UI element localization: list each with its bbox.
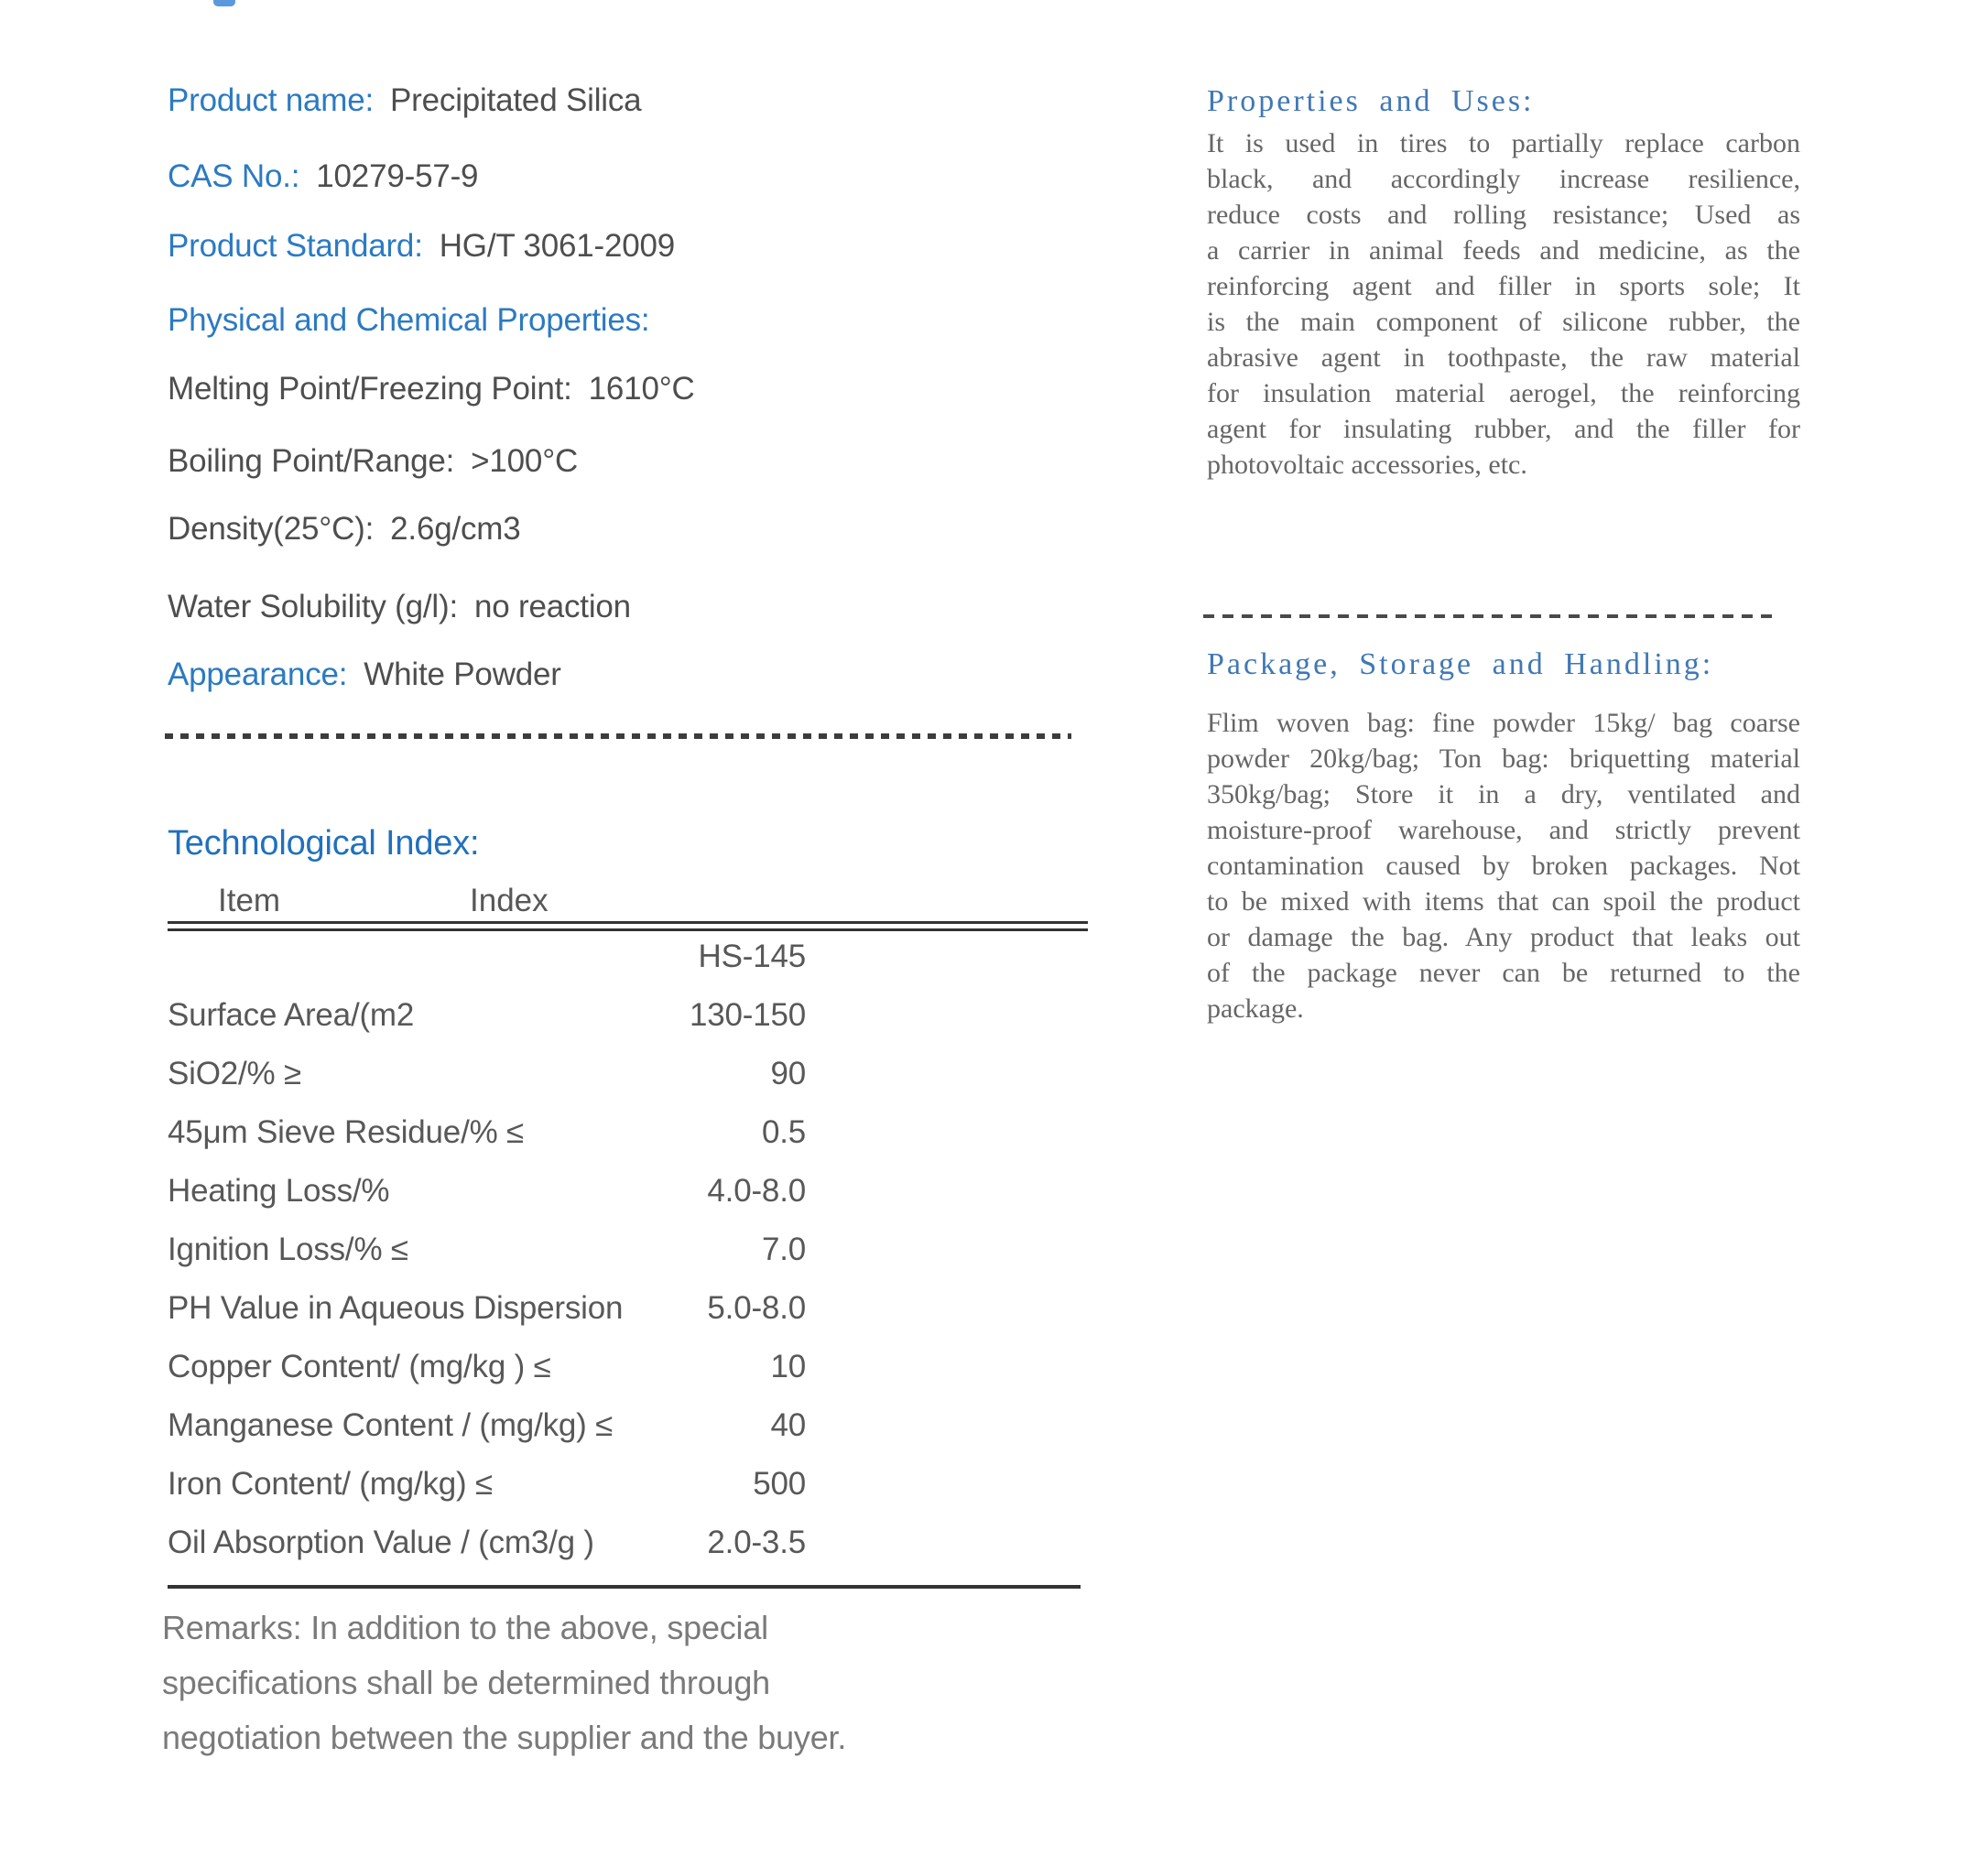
cas-no-row — [168, 155, 1129, 199]
field-label: Density(25°C): — [168, 511, 375, 547]
table-row-grade — [168, 928, 806, 986]
table-cell-item: Copper Content/ (mg/kg ) ≤ — [168, 1349, 551, 1384]
table-row — [168, 1162, 806, 1221]
dashed-divider-right — [1203, 614, 1775, 618]
field-value: 1610°C — [588, 371, 695, 407]
properties-uses-title: Properties and Uses: — [1207, 84, 1535, 118]
field-label: CAS No.: — [168, 158, 300, 194]
clipped-page-artifact — [213, 0, 235, 6]
density-row — [168, 507, 1129, 551]
field-label: Melting Point/Freezing Point: — [168, 371, 572, 407]
field-label: Boiling Point/Range: — [168, 443, 455, 479]
table-cell-item: Ignition Loss/% ≤ — [168, 1232, 408, 1267]
table-row — [168, 1279, 806, 1338]
table-row — [168, 1396, 806, 1455]
boiling-point-row — [168, 440, 1129, 483]
dashed-divider-left — [165, 733, 1071, 739]
field-label: Appearance: — [168, 657, 348, 692]
table-cell-value: 10 — [770, 1349, 806, 1384]
table-header-item: Item — [218, 883, 281, 918]
table-cell-value: 500 — [753, 1466, 806, 1502]
table-cell-item: Surface Area/(m2 — [168, 997, 415, 1033]
table-cell-value: 130-150 — [689, 997, 806, 1033]
package-storage-title: Package, Storage and Handling: — [1207, 647, 1714, 681]
table-row — [168, 1455, 806, 1514]
table-cell-value: 90 — [770, 1056, 806, 1091]
product-standard-row — [168, 224, 1129, 268]
water-solubility-row — [168, 585, 1129, 629]
table-row — [168, 1221, 806, 1279]
table-row — [168, 1514, 806, 1572]
field-value: HG/T 3061-2009 — [439, 228, 676, 264]
package-storage-body: Flim woven bag: fine powder 15kg/ bag coarse powder 20kg/bag; Ton bag: briquetting material 350kg/bag; Store it in a dry, ventilated and moisture-proof warehouse, and strictly prevent contamination caused by broken packages. Not to be mixed with items that can spoil the product or damage the bag. Any product that leaks out of the package never can be returned to the package. — [1207, 708, 1800, 1024]
table-row — [168, 1045, 806, 1103]
table-cell-item: 45μm Sieve Residue/% ≤ — [168, 1114, 525, 1150]
field-value: >100°C — [471, 443, 579, 479]
field-label: Product Standard: — [168, 228, 423, 264]
field-value: Precipitated Silica — [390, 82, 642, 118]
table-cell-item: PH Value in Aqueous Dispersion — [168, 1290, 624, 1326]
field-value: White Powder — [364, 657, 561, 692]
section-heading-label: Physical and Chemical Properties: — [168, 302, 650, 338]
table-bottom-rule — [168, 1585, 1081, 1589]
table-cell-item: Oil Absorption Value / (cm3/g ) — [168, 1525, 594, 1560]
remarks-text: Remarks: In addition to the above, special specifications shall be determined through negotiation between the supplier and the buyer. — [162, 1609, 847, 1756]
table-row — [168, 1338, 806, 1396]
product-name-row — [168, 79, 1129, 123]
table-cell-item: SiO2/% ≥ — [168, 1056, 301, 1091]
table-cell-value: 7.0 — [761, 1232, 806, 1267]
properties-uses-body: It is used in tires to partially replace carbon black, and accordingly increase resilience, reduce costs and rolling resistance; Used as a carrier in animal feeds and medicine, as the reinforcing agent and filler in sports sole; It is the main component of silicone rubber, the abrasive agent in toothpaste, the raw material for insulation material aerogel, the reinforcing agent for insulating rubber, and the filler for photovoltaic accessories, etc. — [1207, 128, 1800, 480]
tech-index-title: Technological Index: — [168, 824, 480, 863]
table-header-index: Index — [470, 883, 549, 918]
table-cell-value: HS-145 — [698, 939, 806, 974]
table-row — [168, 1103, 806, 1162]
table-cell-item: Heating Loss/% — [168, 1173, 390, 1209]
field-label: Water Solubility (g/l): — [168, 589, 458, 624]
tech-index-table — [168, 928, 806, 1572]
melting-point-row — [168, 367, 1129, 411]
table-cell-item: Iron Content/ (mg/kg) ≤ — [168, 1466, 494, 1502]
field-value: 2.6g/cm3 — [390, 511, 521, 547]
table-cell-value: 4.0-8.0 — [707, 1173, 806, 1209]
table-cell-value: 5.0-8.0 — [707, 1290, 806, 1326]
field-value: no reaction — [473, 589, 631, 624]
table-cell-value: 2.0-3.5 — [707, 1525, 806, 1560]
field-label: Product name: — [168, 82, 375, 118]
table-row — [168, 986, 806, 1045]
table-cell-value: 40 — [770, 1407, 806, 1443]
field-value: 10279-57-9 — [316, 158, 479, 194]
table-cell-item: Manganese Content / (mg/kg) ≤ — [168, 1407, 614, 1443]
appearance-row — [168, 653, 1129, 697]
physical-chemical-heading — [168, 298, 1129, 342]
table-cell-value: 0.5 — [761, 1114, 806, 1150]
